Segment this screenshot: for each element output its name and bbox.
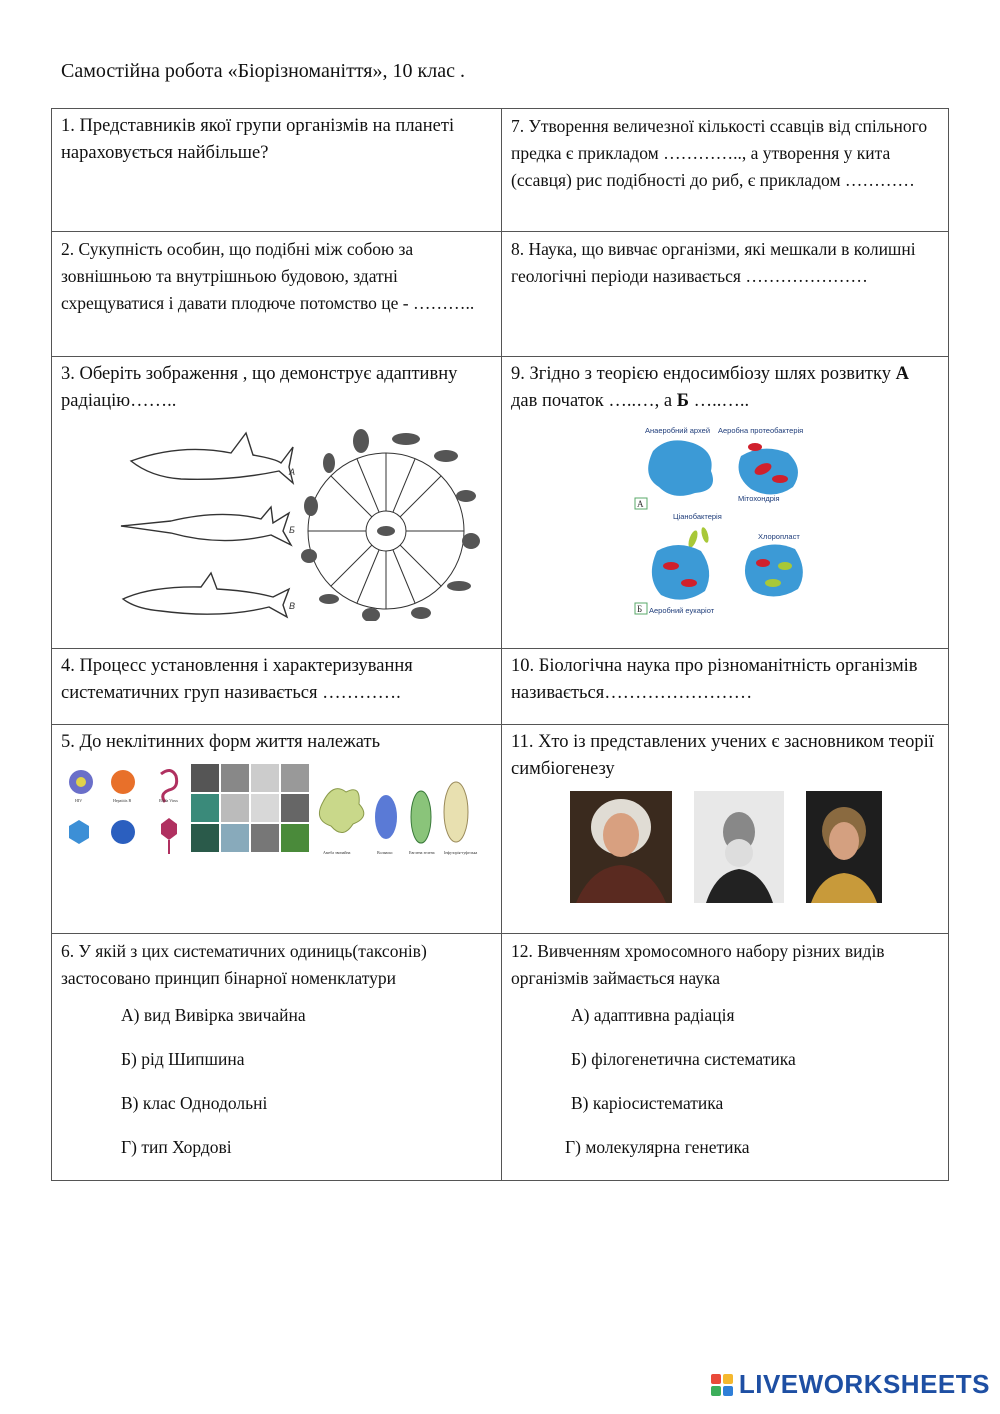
label-archaea: Анаеробний архей <box>645 426 711 435</box>
adaptive-radiation-figure <box>61 421 481 621</box>
label-euk: Аеробний еукаріот <box>649 606 715 615</box>
q12-option-b[interactable]: Б) філогенетична систематика <box>571 1049 796 1069</box>
question-10-text: 10. Біологічна наука про різноманітність організмів називається…………………… <box>511 656 918 703</box>
dolphin-drawing <box>123 573 289 617</box>
question-11 <box>502 725 949 934</box>
question-4 <box>52 649 502 725</box>
q6-option-d[interactable]: Г) тип Хордові <box>121 1137 232 1157</box>
fig9-box-b: Б <box>637 604 643 614</box>
q6-option-a[interactable]: А) вид Вивірка звичайна <box>121 1005 306 1025</box>
label-cyano: Ціанобактерія <box>673 512 722 521</box>
archaea-cell <box>648 440 713 496</box>
microscopy-grid <box>191 764 309 852</box>
watermark-text: LIVEWORKSHEETS <box>738 1369 990 1399</box>
q12-option-d[interactable]: Г) молекулярна генетика <box>565 1137 750 1157</box>
endosymbiosis-figure <box>623 421 1000 621</box>
questions-table <box>51 108 949 1181</box>
fig3-label-a: А <box>289 467 296 477</box>
ichthyosaur-drawing <box>121 507 291 545</box>
question-2-text: 2. Сукупність особин, що подібні між собою за зовнішньою та внутрішньою будовою, здатні схрещуватися і давати плодюче потомство це - ……….. <box>61 239 475 313</box>
question-7 <box>502 109 949 232</box>
liveworksheets-logo-icon <box>711 1374 733 1396</box>
question-6 <box>52 934 502 1181</box>
q12-option-c[interactable]: В) каріосистематика <box>571 1093 724 1113</box>
q12-option-a[interactable]: А) адаптивна радіація <box>571 1005 735 1025</box>
liveworksheets-watermark <box>711 1369 990 1400</box>
protist-label-1: Амеба звичайна <box>323 850 351 855</box>
protist-label-3: Евглена зелена <box>409 850 435 855</box>
question-8-text: 8. Наука, що вивчає організми, які мешкали в колишні геологічні періоди називається ………………… <box>511 239 916 286</box>
q6-option-c[interactable]: В) клас Однодольні <box>121 1093 268 1113</box>
question-6-options <box>121 1004 492 1180</box>
q6-option-b[interactable]: Б) рід Шипшина <box>121 1049 245 1069</box>
question-11-text: 11. Хто із представлених учених є засновником теорії симбіогенезу <box>511 732 934 779</box>
virus-label-1: HIV <box>75 798 83 803</box>
question-3 <box>52 357 502 649</box>
portrait-1 <box>570 791 672 903</box>
fig3-label-b: Б <box>289 525 295 535</box>
question-9 <box>502 357 949 649</box>
question-12 <box>502 934 949 1181</box>
label-proteo: Аеробна протеобактерія <box>718 426 804 435</box>
portrait-2 <box>694 791 784 903</box>
virus-label-3: Ebola Virus <box>159 798 178 803</box>
question-1 <box>52 109 502 232</box>
scientists-portraits <box>511 787 931 907</box>
worksheet-title: Самостійна робота «Біорізноманіття», 10 клас . <box>61 60 465 82</box>
eukaryote-cell <box>652 545 709 600</box>
question-9-text: 9. Згідно з теорією ендосимбіозу шлях розвитку А дав початок …..…, а Б …..….. <box>511 364 909 411</box>
question-12-options <box>565 1004 939 1180</box>
mito-cell <box>739 449 798 495</box>
label-chloro: Хлоропласт <box>758 532 800 541</box>
q9-letter-b: Б <box>676 391 689 411</box>
virus-label-2: Hepatitis B <box>113 798 132 803</box>
question-3-text: 3. Оберіть зображення , що демонструє адаптивну радіацію…….. <box>61 364 458 411</box>
question-12-text: 12. Вивченням хромосомного набору різних видів організмів займається наука <box>511 941 885 988</box>
non-cellular-forms-figure <box>61 762 491 872</box>
q9-letter-a: А <box>895 364 909 384</box>
question-8 <box>502 232 949 357</box>
question-4-text: 4. Процесс установлення і характеризування систематичних груп називається …………. <box>61 656 413 703</box>
fig9-box-a: А <box>637 499 644 509</box>
protists <box>319 782 477 855</box>
protist-label-2: Вольвокс <box>377 850 393 855</box>
question-5 <box>52 725 502 934</box>
shark-drawing <box>131 433 296 483</box>
question-2 <box>52 232 502 357</box>
protist-label-4: Інфузорія-туфелька <box>444 850 478 855</box>
label-mito: Мітохондрія <box>738 494 780 503</box>
question-10 <box>502 649 949 725</box>
plant-cell <box>745 544 803 596</box>
question-6-text: 6. У якій з цих систематичних одиниць(таксонів) застосовано принцип бінарної номенклатури <box>61 941 427 988</box>
question-5-text: 5. До неклітинних форм життя належать <box>61 732 381 752</box>
question-7-text: 7. Утворення величезної кількості ссавців від спільного предка є прикладом ………….., а утворення у кита (ссавця) рис подібності до риб, є прикладом ………… <box>511 116 928 190</box>
question-1-text: 1. Представників якої групи організмів на планеті нараховується найбільше? <box>61 116 455 163</box>
viruses <box>69 770 178 854</box>
portrait-3 <box>806 791 882 903</box>
fig3-label-c: В <box>289 601 296 611</box>
